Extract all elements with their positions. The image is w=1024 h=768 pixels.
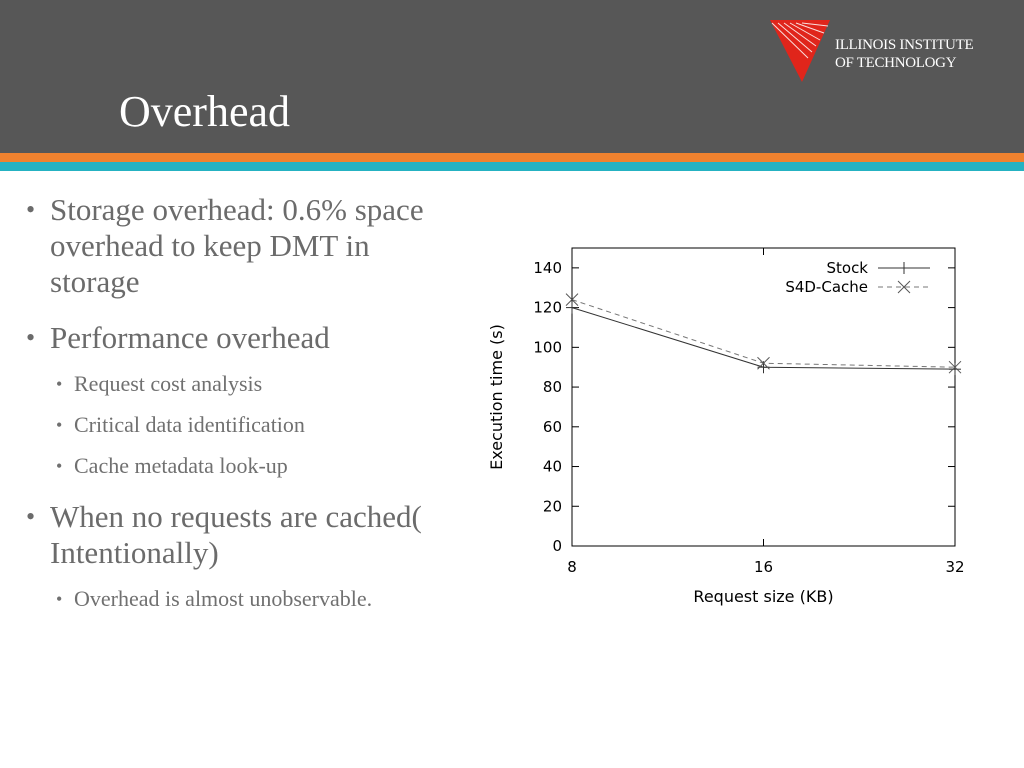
legend-label-s4d-cache: S4D-Cache	[785, 278, 868, 296]
series-line-s4d-cache	[572, 300, 955, 368]
sub-bullet-overhead-unobservable: • Overhead is almost unobservable.	[50, 586, 466, 612]
iit-logo-mark-icon	[768, 18, 832, 84]
bullet-performance-overhead	[26, 320, 466, 479]
execution-time-chart	[484, 238, 984, 618]
sub-bullet-request-cost: • Request cost analysis	[50, 371, 466, 397]
y-tick-label: 0	[552, 537, 562, 555]
sub-bullet-list	[50, 586, 466, 612]
accent-stripe-teal	[0, 162, 1024, 171]
bullet-no-requests-cached	[26, 499, 466, 612]
y-tick-label: 60	[542, 417, 562, 436]
data-point-stock	[949, 363, 961, 375]
bullet-list	[26, 192, 466, 632]
bullet-text: • Storage overhead: 0.6% space overhead to keep DMT in storage	[50, 192, 424, 299]
legend-label-stock: Stock	[826, 259, 868, 277]
bullet-storage-overhead	[26, 192, 466, 300]
iit-logo	[768, 18, 1008, 84]
plot-area-frame	[572, 248, 955, 546]
x-tick-label: 8	[567, 558, 577, 576]
logo-text-line2: OF TECHNOLOGY	[835, 55, 957, 71]
slide-title: Overhead	[119, 87, 291, 136]
x-axis-ticks	[567, 248, 964, 576]
bullet-text: • Performance overhead	[50, 320, 330, 355]
x-tick-label: 32	[945, 558, 965, 576]
y-tick-label: 140	[533, 258, 562, 277]
y-axis-label: Execution time (s)	[487, 324, 506, 470]
accent-stripe-orange	[0, 153, 1024, 162]
sub-bullet-list	[50, 371, 466, 479]
y-tick-label: 20	[542, 497, 562, 516]
legend-marker-stock	[898, 262, 910, 274]
y-tick-label: 120	[533, 298, 562, 317]
series-group	[566, 294, 961, 376]
series-line-stock	[572, 308, 955, 370]
y-axis-ticks	[533, 259, 955, 555]
y-tick-label: 80	[542, 378, 562, 397]
chart-legend	[785, 259, 930, 296]
y-tick-label: 100	[533, 338, 562, 357]
x-axis-label: Request size (KB)	[693, 587, 834, 606]
bullet-text: • When no requests are cached( Intentionally)	[50, 499, 422, 570]
logo-text-line1: ILLINOIS INSTITUTE	[835, 37, 974, 53]
x-tick-label: 16	[753, 558, 774, 576]
series-stock	[566, 302, 961, 376]
y-tick-label: 40	[542, 457, 562, 476]
sub-bullet-critical-data: • Critical data identification	[50, 412, 466, 438]
sub-bullet-cache-metadata: • Cache metadata look-up	[50, 453, 466, 479]
